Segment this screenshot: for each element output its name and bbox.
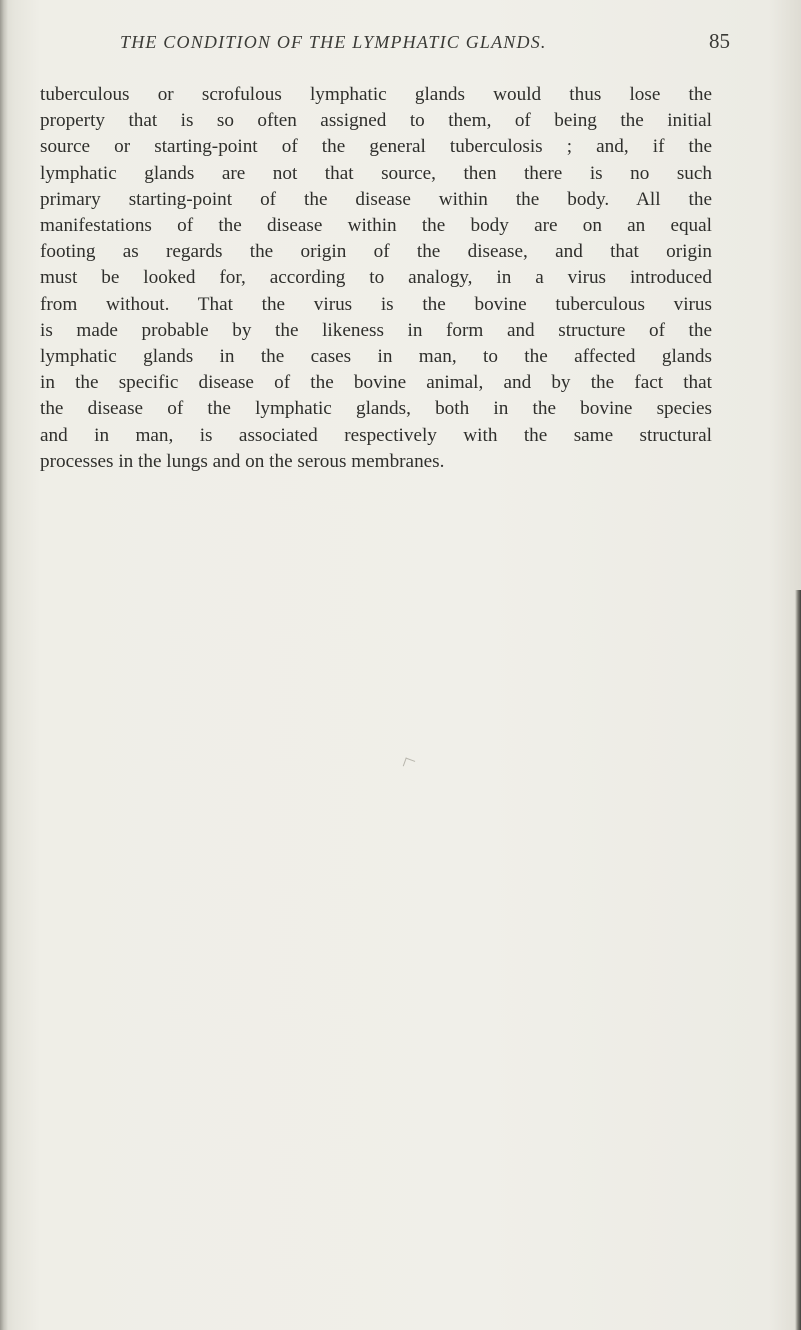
- text-line: source or starting-point of the general tuberculosis ; and, if the: [40, 136, 712, 158]
- text-line: manifestations of the disease within the body are on an equal: [40, 215, 712, 237]
- running-title: THE CONDITION OF THE LYMPHATIC GLANDS.: [120, 32, 547, 52]
- text-line: lymphatic glands are not that source, then there is no such: [40, 162, 712, 184]
- text-line: and in man, is associated respectively with the same structural: [40, 424, 712, 446]
- text-line: processes in the lungs and on the serous membranes.: [40, 450, 445, 472]
- text-line: footing as regards the origin of the disease, and that origin: [40, 241, 712, 263]
- body-paragraph: [40, 82, 712, 475]
- text-line: tuberculous or scrofulous lymphatic glands would thus lose the: [40, 84, 712, 105]
- page-edge-shadow: [795, 590, 801, 1330]
- text-line: lymphatic glands in the cases in man, to the affected glands: [40, 346, 712, 368]
- text-line: is made probable by the likeness in form and structure of the: [40, 319, 712, 341]
- text-line: must be looked for, according to analogy, in a virus introduced: [40, 267, 712, 289]
- text-line: property that is so often assigned to them, of being the initial: [40, 110, 712, 132]
- text-line: from without. That the virus is the bovine tuberculous virus: [40, 293, 712, 315]
- paper-mark: [403, 758, 415, 770]
- page-header: [120, 29, 730, 58]
- text-line: primary starting-point of the disease within the body. All the: [40, 188, 712, 210]
- page-number: 85: [709, 29, 730, 53]
- page-binding-shadow: [0, 0, 8, 1330]
- text-line: in the specific disease of the bovine animal, and by the fact that: [40, 372, 712, 394]
- text-line: the disease of the lymphatic glands, both in the bovine species: [40, 398, 712, 420]
